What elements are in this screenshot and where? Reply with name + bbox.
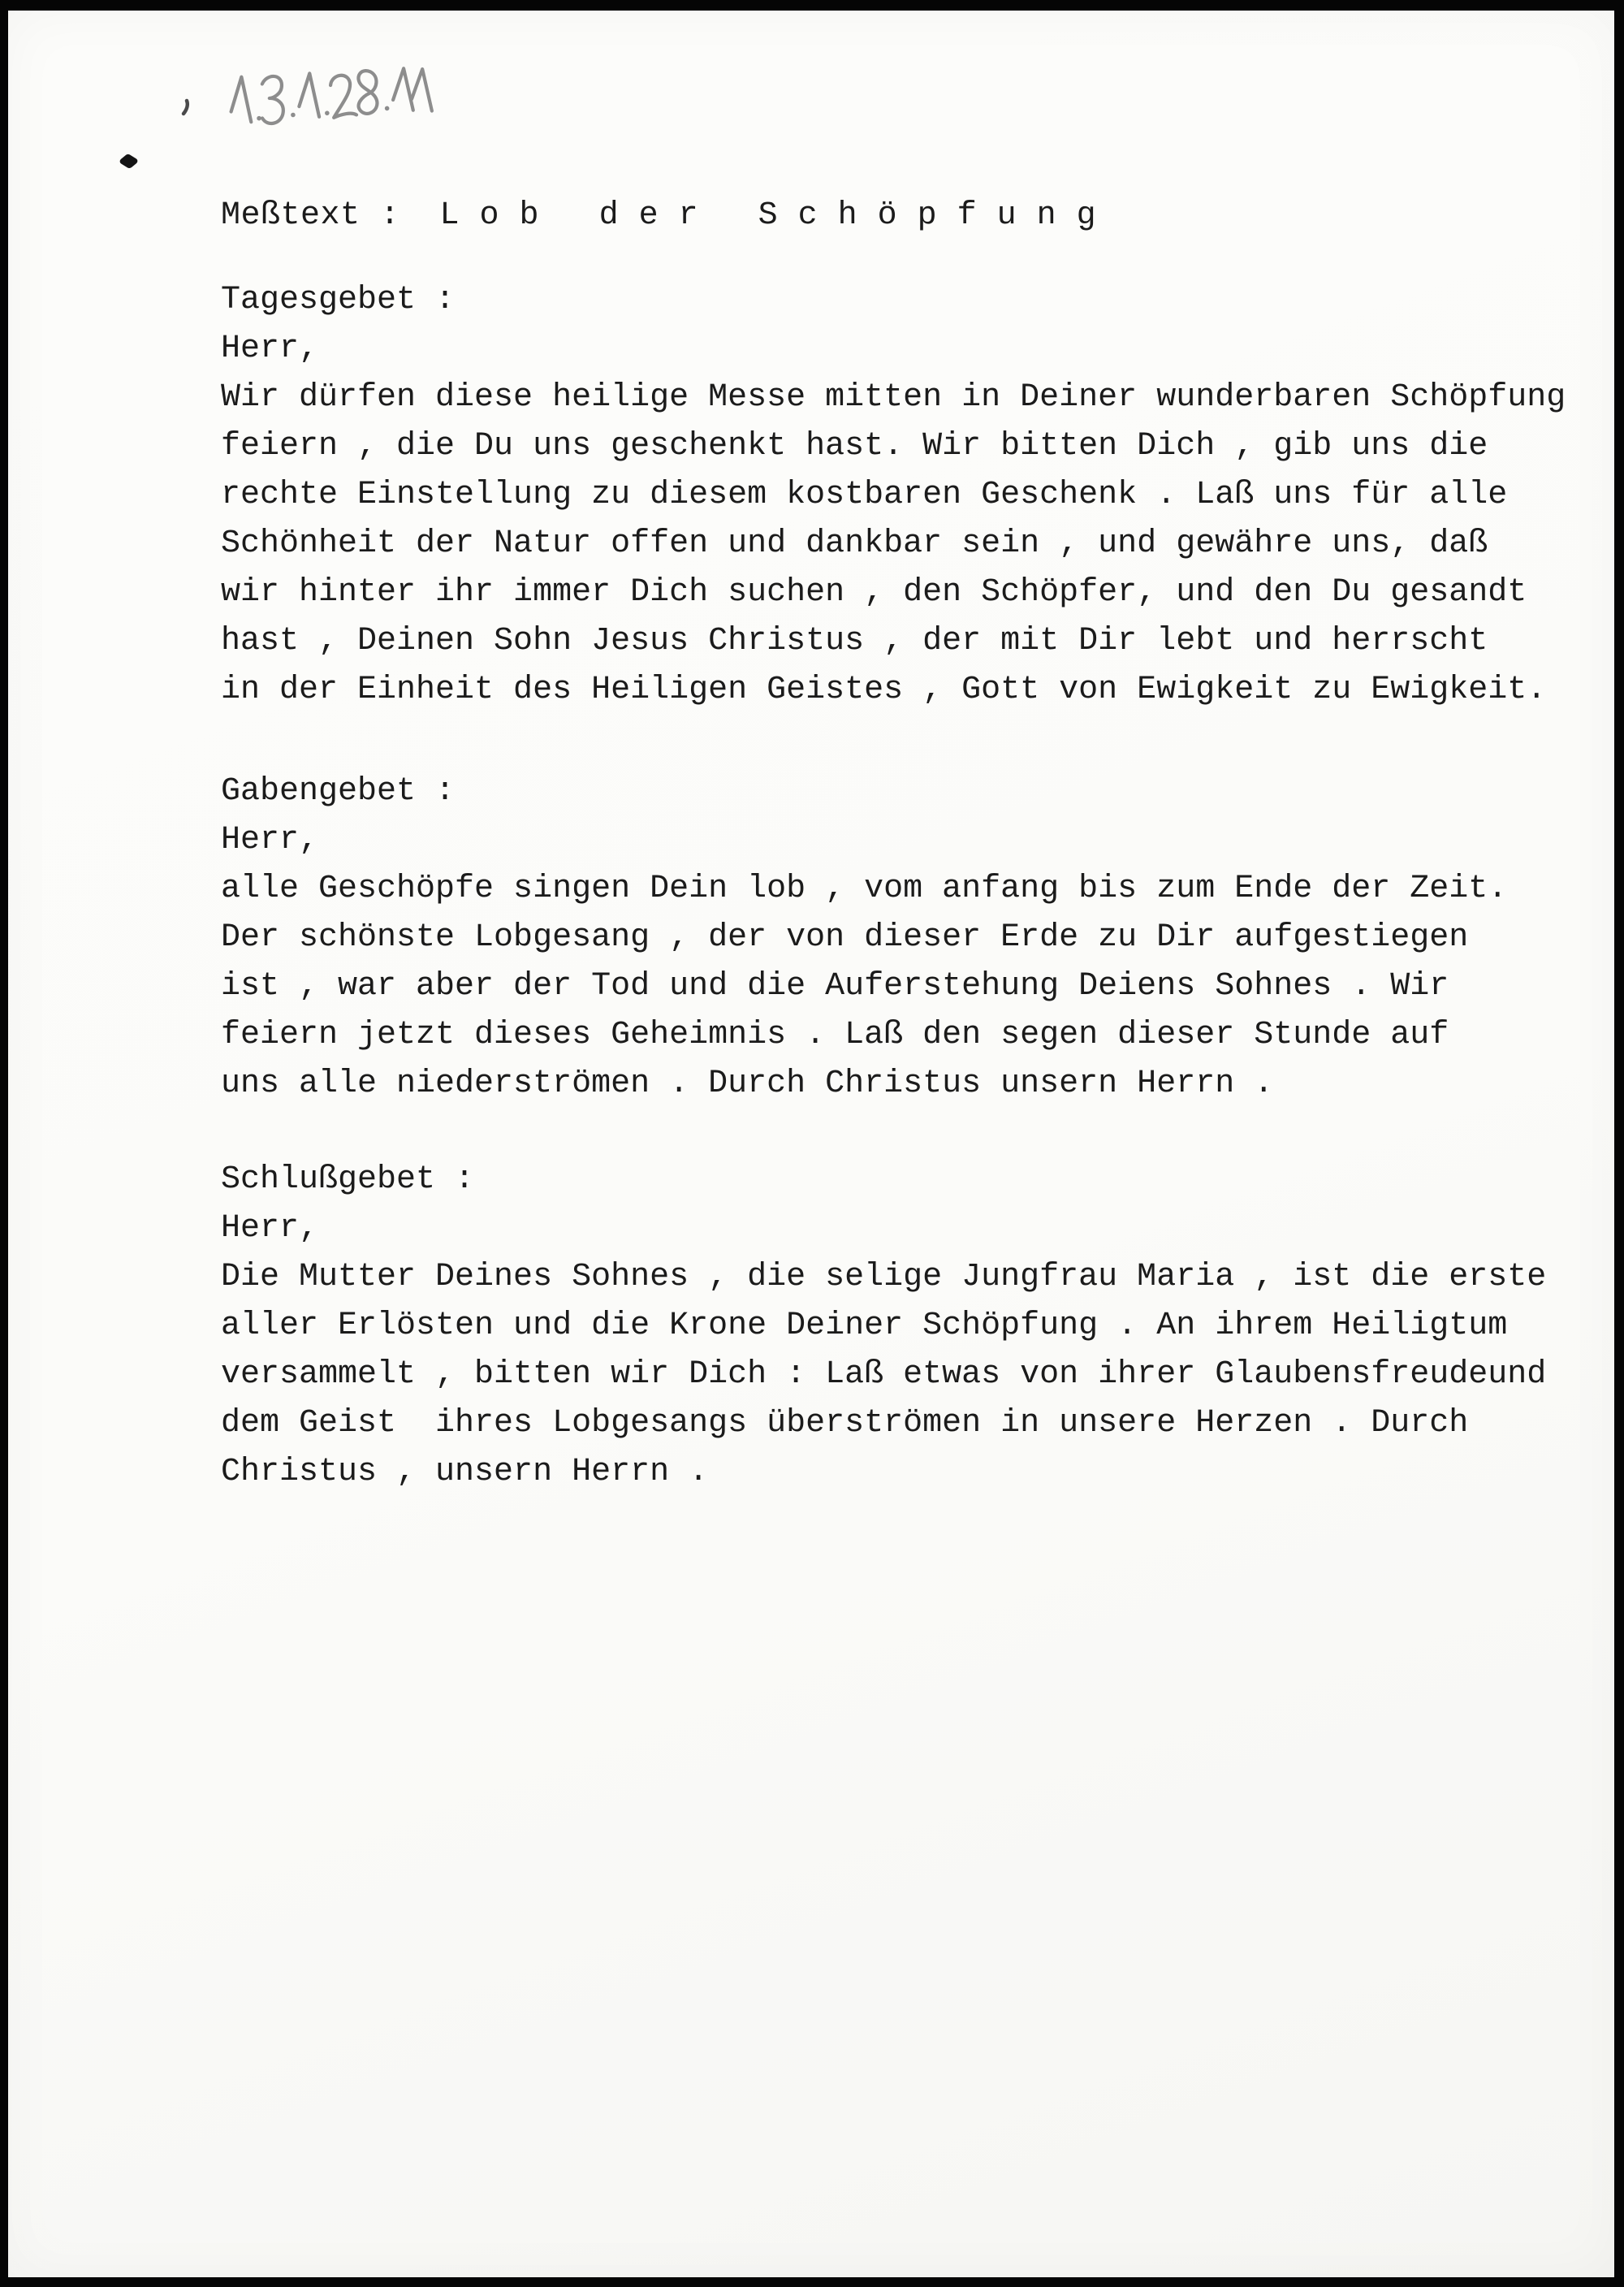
pencil-dot — [385, 106, 390, 110]
text-line: wir hinter ihr immer Dich suchen , den Schöpfer, und den Du gesandt — [221, 574, 1527, 611]
text-line: Christus , unsern Herrn . — [221, 1454, 709, 1490]
text-line: hast , Deinen Sohn Jesus Christus , der mit Dir lebt und herrscht — [221, 623, 1488, 659]
pencil-dot — [325, 110, 330, 115]
text-line: Die Mutter Deines Sohnes , die selige Jungfrau Maria , ist die erste — [221, 1259, 1547, 1295]
digit-3-stroke — [260, 76, 283, 123]
scanned-page — [8, 11, 1614, 2277]
section-body — [221, 325, 1566, 715]
text-line: versammelt , bitten wir Dich : Laß etwas von ihrer Glaubensfreudeund — [221, 1356, 1547, 1393]
section-heading: Tagesgebet : — [221, 282, 456, 318]
section-tagesgebet — [221, 276, 1566, 715]
text-line: feiern , die Du uns geschenkt hast. Wir bitten Dich , gib uns die — [221, 428, 1488, 465]
text-line: ist , war aber der Tod und die Auferstehung Deiens Sohnes . Wir — [221, 968, 1449, 1005]
text-line: aller Erlösten und die Krone Deiner Schöpfung . An ihrem Heiligtum — [221, 1308, 1508, 1344]
text-line: in der Einheit des Heiligen Geistes , Gott von Ewigkeit zu Ewigkeit. — [221, 672, 1547, 708]
pencil-dot — [291, 113, 296, 118]
digit-1-stroke — [229, 76, 251, 123]
digit-2-stroke — [330, 75, 356, 118]
text-line: Wir dürfen diese heilige Messe mitten in Deiner wunderbaren Schöpfung — [221, 379, 1566, 416]
ink-speck — [118, 153, 139, 169]
pencil-comma-mark — [180, 98, 192, 116]
text-line: Herr, — [221, 822, 319, 858]
text-line: Herr, — [221, 331, 319, 367]
text-line: Der schönste Lobgesang , der von dieser Erde zu Dir aufgestiegen — [221, 919, 1469, 956]
section-heading: Gabengebet : — [221, 773, 456, 810]
text-line: rechte Einstellung zu diesem kostbaren Geschenk . Laß uns für alle — [221, 477, 1508, 513]
digit-1-stroke — [297, 73, 319, 118]
digit-8-stroke — [356, 70, 378, 114]
digit-1-stroke — [391, 68, 413, 111]
section-schlussgebet — [221, 1156, 1546, 1497]
text-line: Schönheit der Natur offen und dankbar sein , und gewähre uns, daß — [221, 525, 1488, 562]
handwritten-catalog-number — [226, 60, 437, 139]
text-line: feiern jetzt dieses Geheimnis . Laß den segen dieser Stunde auf — [221, 1017, 1449, 1053]
section-gabengebet — [221, 767, 1507, 1109]
text-line: dem Geist ihres Lobgesangs überströmen in unsere Herzen . Durch — [221, 1405, 1469, 1442]
section-heading: Schlußgebet : — [221, 1161, 475, 1198]
text-line: Herr, — [221, 1210, 319, 1247]
section-body — [221, 1204, 1546, 1497]
text-line: alle Geschöpfe singen Dein lob , vom anfang bis zum Ende der Zeit. — [221, 871, 1508, 907]
section-body — [221, 816, 1507, 1109]
document-title: Meßtext : L o b d e r S c h ö p f u n g — [221, 197, 1097, 234]
text-line: uns alle niederströmen . Durch Christus unsern Herrn . — [221, 1066, 1274, 1102]
